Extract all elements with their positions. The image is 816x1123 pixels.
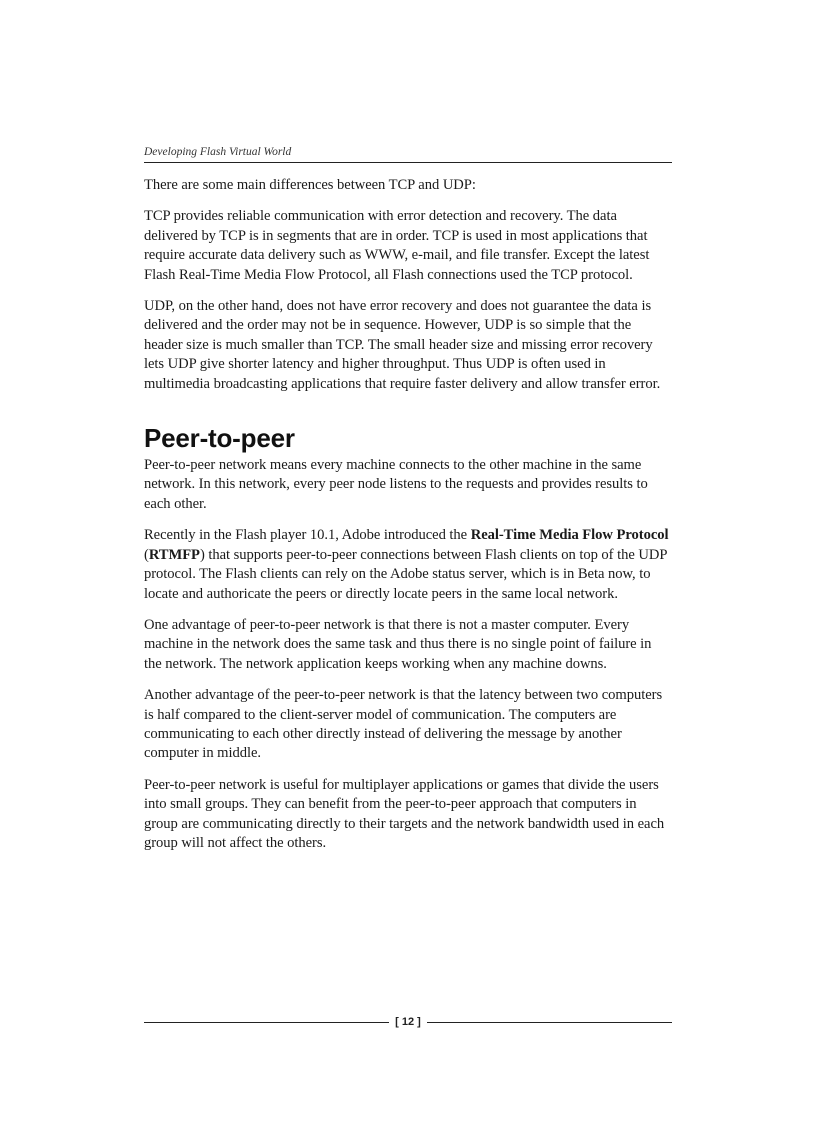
paragraph-use-case: Peer-to-peer network is useful for multiplayer applications or games that divide the users into small groups. They can benefit from the peer-to-peer approach that computers in group are communicating directly to their targets and the network bandwidth used in each group will not affect the others. [144, 776, 665, 851]
paragraph-p2p-definition: Peer-to-peer network means every machine connects to the other machine in the same network. In this network, every peer node listens to the requests and provides results to each other. [144, 457, 648, 512]
paragraph-rtmfp [144, 526, 672, 604]
paragraph-advantage-1: One advantage of peer-to-peer network is that there is not a master computer. Every machine in the network does the same task and thus there is no single point of failure in the network. The network application keeps working when any machine downs. [144, 616, 652, 672]
footer-rule-left [144, 1022, 389, 1023]
footer-rule-right [427, 1022, 672, 1023]
rtmfp-text-1: Recently in the Flash player 10.1, Adobe introduced the [144, 527, 471, 544]
section-heading-peer-to-peer: Peer-to-peer [144, 423, 295, 454]
rtmfp-term-bold: Real-Time Media Flow Protocol [470, 527, 669, 544]
running-header: Developing Flash Virtual World [144, 145, 672, 163]
rtmfp-text-2: ( [144, 546, 149, 563]
paragraph-tcp: TCP provides reliable communication with error detection and recovery. The data delivered by TCP is in segments that are in order. TCP is used in most applications that require accurate data delivery such as WWW, e-mail, and file transfer. Except the latest Flash Real-Time Media Flow Protocol, all Flash connections used the TCP protocol. [144, 208, 650, 283]
paragraph-intro: There are some main differences between TCP and UDP: [144, 177, 476, 193]
page-content [144, 176, 672, 865]
page-footer [144, 1013, 672, 1031]
rtmfp-text-3: ) that supports peer-to-peer connections between Flash clients on top of the UDP protocol. The Flash clients can rely on the Adobe status server, which is in Beta now, to locate and authoricate the peers or directly locate peers in the same local network. [144, 546, 667, 602]
paragraph-udp: UDP, on the other hand, does not have error recovery and does not guarantee the data is delivered and the order may not be in sequence. However, UDP is so simple that the header size is much smaller than TCP. The small header size and missing error recovery lets UDP give shorter latency and higher throughput. Thus UDP is often used in multimedia broadcasting applications that require faster delivery and allow transfer error. [144, 298, 661, 392]
book-page [144, 0, 672, 1123]
paragraph-advantage-2: Another advantage of the peer-to-peer network is that the latency between two computers is half compared to the client-server model of communication. The computers are communicating to each other directly instead of delivering the message by another computer in middle. [144, 687, 663, 762]
page-number: [ 12 ] [395, 1016, 421, 1028]
rtmfp-acronym-bold: RTMFP [148, 546, 200, 563]
